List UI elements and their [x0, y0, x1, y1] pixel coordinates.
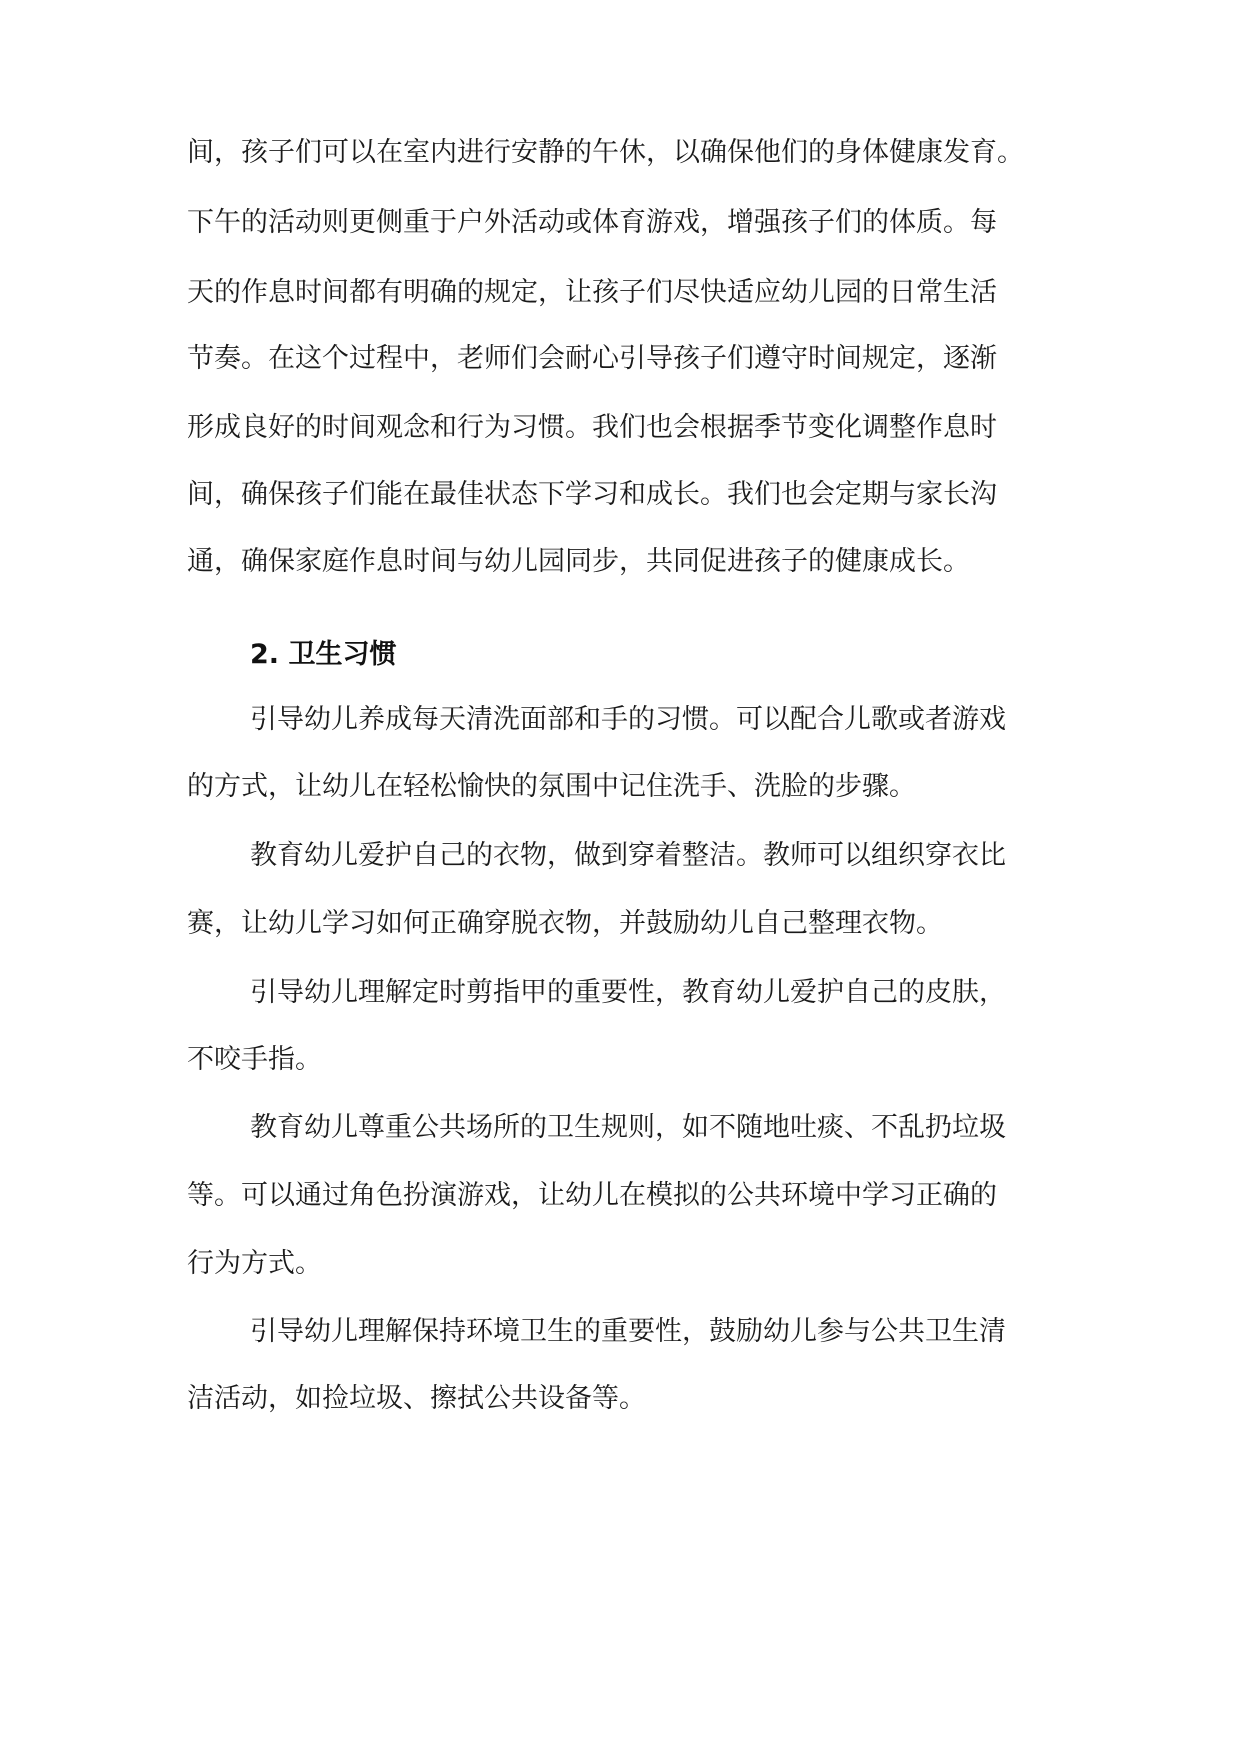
text-line: 不咬手指。 [187, 1044, 322, 1075]
section-heading-hygiene: 2. 卫生习惯 [250, 639, 397, 670]
text-line: 天的作息时间都有明确的规定，让孩子们尽快适应幼儿园的日常生活 [187, 277, 997, 308]
text-line: 的方式，让幼儿在轻松愉快的氛围中记住洗手、洗脸的步骤。 [187, 771, 916, 802]
text-line: 间，确保孩子们能在最佳状态下学习和成长。我们也会定期与家长沟 [187, 479, 997, 510]
text-line: 引导幼儿养成每天清洗面部和手的习惯。可以配合儿歌或者游戏 [250, 704, 1006, 735]
text-line: 形成良好的时间观念和行为习惯。我们也会根据季节变化调整作息时 [187, 412, 997, 443]
text-line: 洁活动，如捡垃圾、擦拭公共设备等。 [187, 1383, 646, 1414]
text-line: 教育幼儿尊重公共场所的卫生规则，如不随地吐痰、不乱扔垃圾 [250, 1112, 1006, 1143]
text-line: 行为方式。 [187, 1248, 322, 1279]
text-line: 间，孩子们可以在室内进行安静的午休，以确保他们的身体健康发育。 [187, 137, 1024, 168]
text-line: 等。可以通过角色扮演游戏，让幼儿在模拟的公共环境中学习正确的 [187, 1180, 997, 1211]
text-line: 引导幼儿理解保持环境卫生的重要性，鼓励幼儿参与公共卫生清 [250, 1316, 1006, 1347]
text-line: 通，确保家庭作息时间与幼儿园同步，共同促进孩子的健康成长。 [187, 546, 970, 577]
text-line: 下午的活动则更侧重于户外活动或体育游戏，增强孩子们的体质。每 [187, 207, 997, 238]
text-line: 赛，让幼儿学习如何正确穿脱衣物，并鼓励幼儿自己整理衣物。 [187, 908, 943, 939]
text-line: 引导幼儿理解定时剪指甲的重要性，教育幼儿爱护自己的皮肤， [250, 977, 1006, 1008]
text-line: 教育幼儿爱护自己的衣物，做到穿着整洁。教师可以组织穿衣比 [250, 840, 1006, 871]
text-line: 节奏。在这个过程中，老师们会耐心引导孩子们遵守时间规定，逐渐 [187, 343, 997, 374]
